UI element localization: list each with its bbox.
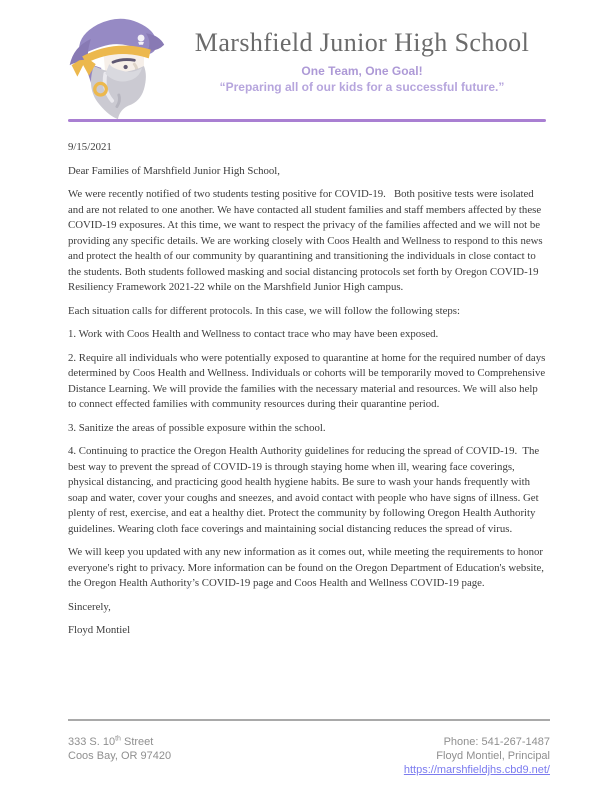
- letter-date: 9/15/2021: [68, 141, 112, 153]
- school-tagline: “Preparing all of our kids for a successful future.”: [219, 80, 505, 94]
- pirate-mascot-logo: [56, 12, 174, 122]
- letterhead-text: [168, 28, 556, 94]
- paragraph-steps-intro: Each situation calls for different protocols. In this case, we will follow the following steps:: [68, 304, 460, 317]
- pirate-mascot-icon: [56, 12, 174, 122]
- paragraph-notification: We were recently notified of two students testing positive for COVID-19. Both positive tests were isolated and are not related to one another. We have contacted all student families and staff members affected by these COVID-19 exposures. At this time, we want to respect the privacy of the families affected and we will not be providing any specific details. We are working closely with Coos Health and Wellness to respond to this news and protect the health of our community by quarantining and transitioning the individuals in close contact to the students. Both students followed masking and social distancing protocols set forth by Oregon COVID-19 Resiliency Framework 2021-22 while on the Marshfield Junior High campus.: [68, 188, 546, 293]
- step-4-oha-guidelines: 4. Continuing to practice the Oregon Health Authority guidelines for reducing the spread of COVID-19. The best way to prevent the spread of COVID-19 is through staying home when ill, wearing face coverings, physical distancing, and practicing good health hygiene habits. Be sure to wash your hands frequently with soap and water, cover your coughs and sneezes, and avoid contact with people who have signs of illness. Get plenty of rest, exercise, and eat a healthy diet. Protect the community by following Oregon Health Authority guidelines. Wearing cloth face coverings and maintaining social distancing reduces the spread of virus.: [68, 445, 542, 535]
- letter-footer: [68, 719, 550, 777]
- signature-name: Floyd Montiel: [68, 624, 131, 636]
- step-2-quarantine: 2. Require all individuals who were potentially exposed to quarantine at home for the required number of days determined by Coos Health and Wellness. Individuals or cohorts will be temporarily moved to Comprehensive Distance Learning. We will provide the families with the necessary material and resources. We will also help to connect effected families with community resources during their quarantine period.: [68, 351, 549, 410]
- closing: Sincerely,: [68, 600, 111, 613]
- step-3-sanitize: 3. Sanitize the areas of possible exposure within the school.: [68, 421, 326, 434]
- school-website-link[interactable]: https://marshfieldjhs.cbd9.net/: [403, 764, 550, 776]
- address-street: [68, 735, 171, 749]
- address-street-prefix: 333 S. 10: [68, 736, 116, 748]
- address-street-ordinal: th: [115, 735, 121, 743]
- paragraph-updates: We will keep you updated with any new information as it comes out, while meeting the requirements to honor everyone's right to privacy. More information can be found on the Oregon Department of Education's website, the Oregon Health Authority’s COVID-19 page and Coos Health and Wellness COVID-19 page.: [68, 546, 547, 589]
- address-street-suffix: Street: [120, 736, 154, 748]
- address-city: Coos Bay, OR 97420: [68, 750, 172, 762]
- phone-number: Phone: 541-267-1487: [443, 736, 550, 748]
- footer-address: [68, 735, 171, 763]
- principal-name: Floyd Montiel, Principal: [436, 750, 550, 762]
- school-name: Marshfield Junior High School: [194, 28, 530, 57]
- footer-contact: [404, 735, 550, 777]
- salutation: Dear Families of Marshfield Junior High School,: [68, 164, 281, 177]
- letter-body: [68, 140, 548, 647]
- school-motto: One Team, One Goal!: [301, 64, 423, 78]
- step-1-contact-trace: 1. Work with Coos Health and Wellness to contact trace who may have been exposed.: [68, 328, 439, 340]
- letterhead-divider: [68, 119, 546, 122]
